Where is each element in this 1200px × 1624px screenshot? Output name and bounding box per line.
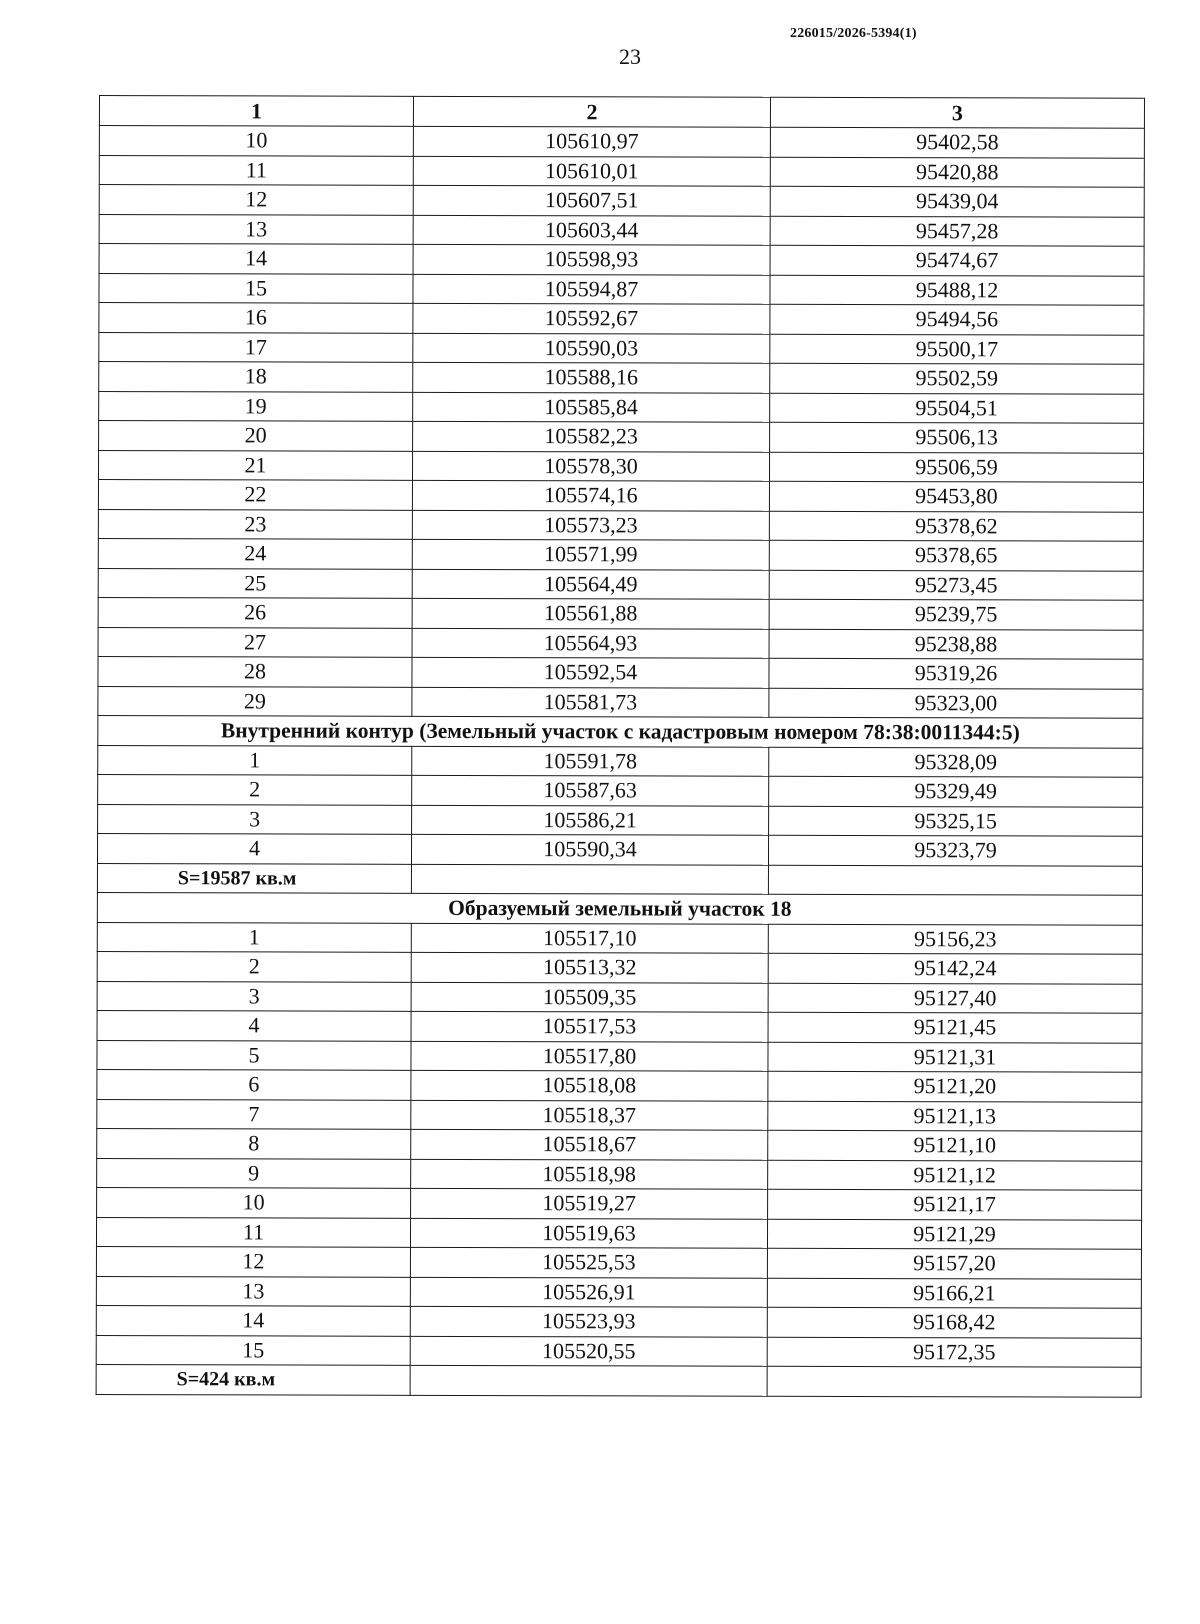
table-cell: 95323,79 bbox=[768, 835, 1142, 865]
table-row bbox=[99, 244, 1144, 276]
table-cell: 95239,75 bbox=[769, 599, 1143, 629]
table-cell: 105519,63 bbox=[410, 1218, 767, 1248]
section-title: Внутренний контур (Земельный участок с кадастровым номером 78:38:0011344:5) bbox=[98, 715, 1143, 747]
table-row bbox=[98, 480, 1143, 512]
table-cell: 13 bbox=[96, 1276, 410, 1306]
table-cell: 105523,93 bbox=[410, 1306, 767, 1336]
table-cell: 95378,65 bbox=[769, 540, 1143, 570]
table-row bbox=[99, 421, 1144, 453]
table-cell: 95142,24 bbox=[768, 953, 1142, 983]
table-cell: 105590,03 bbox=[413, 333, 770, 363]
table-row bbox=[99, 126, 1144, 158]
coordinates-table-body bbox=[96, 96, 1144, 1397]
table-row bbox=[96, 1217, 1141, 1249]
area-row bbox=[96, 1364, 1141, 1396]
table-cell: 105517,80 bbox=[411, 1041, 768, 1071]
table-cell: 95323,00 bbox=[769, 688, 1143, 718]
table-row bbox=[99, 362, 1144, 394]
table-cell: 3 bbox=[97, 981, 411, 1011]
column-header: 2 bbox=[413, 96, 770, 127]
table-cell: 95319,26 bbox=[769, 658, 1143, 688]
table-row bbox=[98, 774, 1143, 806]
table-cell: 95457,28 bbox=[770, 216, 1144, 246]
table-row bbox=[98, 450, 1143, 482]
table-cell: 105574,16 bbox=[412, 480, 769, 510]
table-cell: 95273,45 bbox=[769, 570, 1143, 600]
empty-cell bbox=[410, 1365, 767, 1395]
table-cell: 6 bbox=[97, 1069, 411, 1099]
table-cell: 105603,44 bbox=[413, 215, 770, 245]
section-title: Образуемый земельный участок 18 bbox=[97, 892, 1142, 924]
table-cell: 105592,54 bbox=[412, 657, 769, 687]
table-cell: 95121,12 bbox=[768, 1160, 1142, 1190]
table-cell: 105564,49 bbox=[412, 569, 769, 599]
table-row bbox=[96, 1335, 1141, 1367]
table-cell: 14 bbox=[99, 244, 413, 274]
table-cell: 105526,91 bbox=[410, 1277, 767, 1307]
table-cell: 105586,21 bbox=[412, 805, 769, 835]
table-cell: 95502,59 bbox=[770, 363, 1144, 393]
table-row bbox=[97, 951, 1142, 983]
table-cell: 105517,10 bbox=[411, 923, 768, 953]
table-row bbox=[99, 391, 1144, 423]
table-cell: 105578,30 bbox=[412, 451, 769, 481]
table-cell: 105519,27 bbox=[411, 1188, 768, 1218]
table-row bbox=[98, 627, 1143, 659]
table-cell: 95504,51 bbox=[770, 393, 1144, 423]
table-cell: 4 bbox=[97, 1010, 411, 1040]
table-row bbox=[98, 745, 1143, 777]
table-cell: 13 bbox=[99, 214, 413, 244]
table-cell: 1 bbox=[98, 745, 412, 775]
table-cell: 95488,12 bbox=[770, 275, 1144, 305]
table-cell: 21 bbox=[98, 450, 412, 480]
table-cell: 9 bbox=[97, 1158, 411, 1188]
coordinates-table bbox=[96, 95, 1145, 1397]
table-cell: 12 bbox=[96, 1246, 410, 1276]
table-cell: 95453,80 bbox=[769, 481, 1143, 511]
table-row bbox=[97, 1128, 1142, 1160]
table-cell: 105561,88 bbox=[412, 598, 769, 628]
table-row bbox=[97, 1158, 1142, 1190]
empty-cell bbox=[768, 865, 1142, 895]
table-cell: 95121,20 bbox=[768, 1071, 1142, 1101]
table-cell: 3 bbox=[98, 804, 412, 834]
table-row bbox=[97, 922, 1142, 954]
table-cell: 17 bbox=[99, 332, 413, 362]
table-cell: 12 bbox=[99, 185, 413, 215]
area-row bbox=[97, 863, 1142, 895]
table-cell: 10 bbox=[97, 1187, 411, 1217]
table-cell: 95156,23 bbox=[768, 924, 1142, 954]
table-cell: 95500,17 bbox=[770, 334, 1144, 364]
table-cell: 105571,99 bbox=[412, 539, 769, 569]
table-cell: 105518,37 bbox=[411, 1100, 768, 1130]
table-cell: 95474,67 bbox=[770, 245, 1144, 275]
table-row bbox=[97, 1187, 1142, 1219]
table-row bbox=[98, 597, 1143, 629]
table-row bbox=[96, 1276, 1141, 1308]
table-cell: 105581,73 bbox=[412, 687, 769, 717]
table-cell: 105594,87 bbox=[413, 274, 770, 304]
table-cell: 105513,32 bbox=[411, 952, 768, 982]
table-row bbox=[97, 833, 1142, 865]
table-cell: 10 bbox=[99, 126, 413, 156]
table-row bbox=[98, 804, 1143, 836]
table-cell: 95325,15 bbox=[769, 806, 1143, 836]
table-cell: 95121,10 bbox=[768, 1130, 1142, 1160]
table-cell: 95402,58 bbox=[770, 127, 1144, 157]
table-cell: 18 bbox=[99, 362, 413, 392]
table-cell: 105518,08 bbox=[411, 1070, 768, 1100]
table-cell: 95168,42 bbox=[767, 1307, 1141, 1337]
document-reference-number: 226015/2026-5394(1) bbox=[790, 26, 917, 41]
table-cell: 15 bbox=[96, 1335, 410, 1365]
table-cell: 105588,16 bbox=[413, 362, 770, 392]
empty-cell bbox=[767, 1366, 1141, 1396]
table-row bbox=[99, 332, 1144, 364]
table-cell: 23 bbox=[98, 509, 412, 539]
table-row bbox=[97, 1069, 1142, 1101]
table-cell: 105590,34 bbox=[411, 834, 768, 864]
table-cell: 105610,97 bbox=[413, 126, 770, 156]
area-total: S=19587 кв.м bbox=[97, 863, 411, 893]
table-row bbox=[97, 1040, 1142, 1072]
table-cell: 105517,53 bbox=[411, 1011, 768, 1041]
table-row bbox=[98, 656, 1143, 688]
table-cell: 11 bbox=[99, 155, 413, 185]
table-cell: 95121,13 bbox=[768, 1101, 1142, 1131]
table-cell: 95172,35 bbox=[767, 1337, 1141, 1367]
column-header: 1 bbox=[99, 96, 413, 127]
table-row bbox=[96, 1305, 1141, 1337]
table-cell: 14 bbox=[96, 1305, 410, 1335]
table-cell: 4 bbox=[97, 833, 411, 863]
table-cell: 105585,84 bbox=[413, 392, 770, 422]
table-cell: 95121,45 bbox=[768, 1012, 1142, 1042]
table-cell: 27 bbox=[98, 627, 412, 657]
table-cell: 105610,01 bbox=[413, 156, 770, 186]
table-cell: 105520,55 bbox=[410, 1336, 767, 1366]
table-cell: 105509,35 bbox=[411, 982, 768, 1012]
table-cell: 95166,21 bbox=[767, 1278, 1141, 1308]
table-cell: 22 bbox=[98, 480, 412, 510]
table-cell: 16 bbox=[99, 303, 413, 333]
table-cell: 15 bbox=[99, 273, 413, 303]
table-cell: 95121,29 bbox=[767, 1219, 1141, 1249]
table-row bbox=[99, 273, 1144, 305]
table-cell: 105587,63 bbox=[412, 775, 769, 805]
table-cell: 95238,88 bbox=[769, 629, 1143, 659]
section-title-row bbox=[97, 892, 1142, 924]
table-cell: 95127,40 bbox=[768, 983, 1142, 1013]
table-cell: 95328,09 bbox=[769, 747, 1143, 777]
table-row bbox=[99, 185, 1144, 217]
table-row bbox=[99, 303, 1144, 335]
table-cell: 95121,17 bbox=[768, 1189, 1142, 1219]
table-row bbox=[98, 509, 1143, 541]
table-cell: 105564,93 bbox=[412, 628, 769, 658]
table-cell: 105607,51 bbox=[413, 185, 770, 215]
table-cell: 105573,23 bbox=[412, 510, 769, 540]
table-cell: 105592,67 bbox=[413, 303, 770, 333]
table-cell: 29 bbox=[98, 686, 412, 716]
table-cell: 2 bbox=[97, 951, 411, 981]
table-row bbox=[96, 1246, 1141, 1278]
table-row bbox=[97, 1099, 1142, 1131]
page-number: 23 bbox=[619, 44, 641, 69]
table-cell: 105598,93 bbox=[413, 244, 770, 274]
table-cell: 19 bbox=[99, 391, 413, 421]
table-cell: 1 bbox=[97, 922, 411, 952]
table-cell: 11 bbox=[96, 1217, 410, 1247]
table-cell: 105518,98 bbox=[411, 1159, 768, 1189]
table-cell: 95506,13 bbox=[770, 422, 1144, 452]
table-cell: 25 bbox=[98, 568, 412, 598]
section-title-row bbox=[98, 715, 1143, 747]
table-cell: 105582,23 bbox=[413, 421, 770, 451]
table-cell: 95378,62 bbox=[769, 511, 1143, 541]
table-cell: 95494,56 bbox=[770, 304, 1144, 334]
column-header: 3 bbox=[770, 97, 1144, 128]
table-row bbox=[97, 981, 1142, 1013]
table-cell: 28 bbox=[98, 656, 412, 686]
empty-cell bbox=[411, 864, 768, 894]
table-cell: 8 bbox=[97, 1128, 411, 1158]
table-cell: 24 bbox=[98, 538, 412, 568]
area-total: S=424 кв.м bbox=[96, 1364, 410, 1394]
table-cell: 5 bbox=[97, 1040, 411, 1070]
table-cell: 20 bbox=[99, 421, 413, 451]
table-cell: 95420,88 bbox=[770, 157, 1144, 187]
table-cell: 105591,78 bbox=[412, 746, 769, 776]
table-row bbox=[99, 214, 1144, 246]
table-cell: 7 bbox=[97, 1099, 411, 1129]
table-cell: 95329,49 bbox=[769, 776, 1143, 806]
table-cell: 95157,20 bbox=[767, 1248, 1141, 1278]
table-row bbox=[98, 686, 1143, 718]
table-cell: 26 bbox=[98, 597, 412, 627]
table-row bbox=[98, 538, 1143, 570]
table-row bbox=[98, 568, 1143, 600]
table-cell: 105518,67 bbox=[411, 1129, 768, 1159]
table-cell: 95439,04 bbox=[770, 186, 1144, 216]
table-cell: 2 bbox=[98, 774, 412, 804]
table-cell: 105525,53 bbox=[410, 1247, 767, 1277]
table-cell: 95506,59 bbox=[769, 452, 1143, 482]
table-row bbox=[99, 155, 1144, 187]
table-header-row bbox=[99, 96, 1144, 129]
table-cell: 95121,31 bbox=[768, 1042, 1142, 1072]
table-row bbox=[97, 1010, 1142, 1042]
